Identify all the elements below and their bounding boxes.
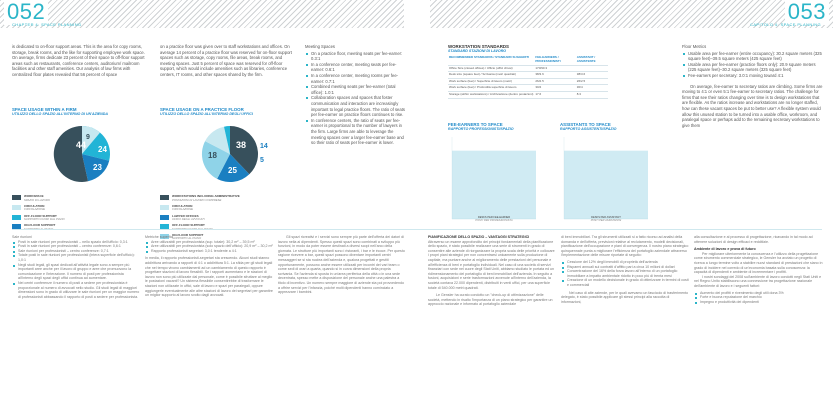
table-header: FEE-EARNERS / PROFESSIONISTI: [534, 55, 575, 65]
pie1-label-24: 24: [98, 145, 107, 155]
col1-body-text: is dedicated to on-floor support areas. This is the area for copy rooms, storage, break rooms, and the like for supporting employee work space. On average, firms dedicate 23 percent of their space to off-floor support areas such as restaurants, conference centers, auditorium/ mailroom facilities and other staff amenities. Our analysis of law firms with centralized floor plates revealed that 56 percent of space: [12, 44, 145, 77]
table-row: Desk size (square feet) / Scrivania (metri quadrati) 38/3.6 38/3.6: [448, 72, 608, 79]
it-col6-paragraph-2: Per migliorare ulteriormente la conoscenza e l'utilizzo della progettazione come strumento commerciale strategico, le Gensler ha avviato un progetto di ricerca a lungo termine volto a stabilire nuovi standard di prestazioni che siano in grado di incidere nel corredo di un'economia basata sulla conoscenza: la capacità di dipendenti e ambiente di incrementare i profitti.: [694, 251, 823, 275]
fee-chart-title: FEE-EARNERS TO SPACE: [448, 122, 503, 127]
it-col2-paragraph: In media, il rapporto professionisti-segretari sta crescendo. Alcuni studi stanno addirittura arrivando a rapporti di 4:1 o addirittura 5:1. La sfida per gli studi legali che nel tempo vivono cambiamenti ad un cambiamento di questo rapporto è progettare stazioni di lavoro flessibili. Se i rapporti aumentano e le stazioni di lavoro non sono più utilizzate dal personale, come è possibile sfruttare al meglio le postazioni vacanti? Un sistema flessibile consentirebbe di trasformare le stazioni non utilizzate in uffici, sale di lavoro e spazi per paralegali, oppure aggiungerle eventualmente alle altre stazioni di lavoro dei segretari per garantire un miglior supporto al lavoro svolto dagli avvocati.: [145, 256, 273, 298]
table-header: ASSISTANT / ASSISTENTE: [576, 55, 608, 65]
pie2-legend-item: CIRCULATION CIRCOLAZIONE: [160, 205, 298, 212]
it-col1-heading: Sale riunioni: [12, 235, 32, 239]
fee-chart-cat-it: POSTI PER PROFESSIONISTA: [475, 219, 513, 223]
assist-chart-cat-en: DESKS PER ASSISTANT: [591, 216, 621, 220]
col5-paragraph: On average, fee-earner to secretary ratios are climbing. Some firms are moving to 4:1 or even 5:1 fee-earner to secretary ratios. The challenge for firms that see their ratios changing over time is to design workstations that are flexible. As the ratios increase and workstations are no longer staffed, how can these vacant spaces be put to better use? A flexible system would allow this unused station to be turned into a usable office, workroom, and paralegal space or perhaps add to the remaining secretary workstations to give them: [682, 83, 823, 128]
it-col4: [428, 235, 556, 307]
pie1-label-44: 44: [76, 140, 87, 151]
it-col3: [278, 235, 406, 295]
assistants-chart: [560, 133, 652, 225]
col2-body-text: on a practice floor was given over to staff workstations and offices. On average 14 percent of a practice floor was reserved for on-floor support spaces such as storage, copy rooms, file areas, break rooms, and meeting spaces. Just 5 percent of space was reserved for off-floor support, which would include amenities such as libraries, conference centers, IT rooms, and other spaces shared by the firm.: [160, 44, 292, 77]
pie1-label-23: 23: [93, 163, 102, 173]
fee-chart-subtitle: RAPPORTO PROFESSIONISTI/SPAZIO: [448, 127, 514, 131]
col3-meeting-spaces: [305, 44, 405, 146]
list-item: In a conference center, meeting rooms per fee-earner: 0.7:1: [305, 73, 405, 84]
fee-earners-chart: [448, 133, 540, 225]
list-item: Creazione di un modello decisionale in grado di ottimizzare in termini di costi e commerciali: [561, 278, 689, 287]
standards-title: WORKSTATION STANDARDS: [448, 44, 509, 49]
it-col4-heading: PIANIFICAZIONE DELLO SPAZIO – VANTAGGI STRATEGICI: [428, 235, 530, 239]
fee-chart-cat-en: DESKS PER FEE-EARNER: [477, 216, 511, 220]
pie2-subtitle: UTILIZZO DELLO SPAZIO ALL'INTERNO DEGLI UFFICI: [160, 112, 253, 116]
pie2-legend-item: WORKSTATIONS INCLUDING ADMINISTRATIVE POSTAZIONI DI LAVORO COMPRESE: [160, 195, 298, 202]
list-item: Posti in sale riunioni per professionisti – nello spazio dell'ufficio: 0,3:1: [12, 240, 140, 245]
left-chapter-title: CHAPTER 4: SPACE PLANNING: [12, 22, 82, 27]
it-col5-list: [561, 260, 689, 288]
it-col6-paragraph-1: alla consultazione e al processo di progettazione, ricavando in tal modo ad ottenere soluzioni di design efficaci e redditizie.: [694, 235, 813, 244]
list-item: Aumento dei profitti e rivenimento degli utili dona 3%: [694, 291, 824, 296]
it-col6: [694, 235, 824, 304]
pie2-label-18: 18: [208, 151, 217, 161]
assist-chart-subtitle: RAPPORTO ASSISTENTI/SPAZIO: [560, 127, 617, 131]
pie2-label-14: 14: [260, 143, 268, 151]
pie2-legend-item: LAWYER OFFICES UFFICI DEGLI AVVOCATI: [160, 215, 298, 222]
pie1-legend-item: CIRCULATION CIRCOLAZIONE: [12, 205, 150, 212]
pie1-block: [12, 107, 150, 234]
pie1-chart: [12, 118, 150, 188]
assistants-chart-block: [560, 122, 652, 222]
it-col4-paragraph-2: Le Gensler ha curato condotto un "check-up di ottimizzazione" delle società, mettendo in risalto l'importanza di un piano strategico per garantire un approccio razionale e informato al portafoglio aziendale: [428, 293, 553, 307]
col5-floor-metrics: [682, 44, 824, 128]
pie1-legend-item: ON-FLOOR SUPPORT: [12, 224, 150, 231]
it-col2-list: [145, 240, 273, 254]
pie2-title: SPACE USAGE ON A PRACTICE FLOOR: [160, 107, 244, 112]
list-item: Concentrazione del 16% della forza lavoro all'interno di un portafoglio immobiliare a impatto ambientale ridotto in poco più di trenta mesi: [561, 269, 689, 278]
list-item: Sale riunioni per professionisti – centro conferenze: 0,7:1: [12, 249, 140, 254]
table-row: Storage (within workstations) / Archiviazione (dentro postazioni) 17.6 8.3: [448, 91, 608, 98]
list-item: Combined meeting seats per fee-earner (total office): 1.0:1: [305, 84, 405, 95]
col5-list: [682, 51, 824, 79]
list-item: Cessione del 12% degli immobili di proprietà dell'azienda: [561, 260, 689, 265]
list-item: Impegno e produttività dei dipendenti: [694, 300, 824, 305]
list-item: Posti in sale riunioni per professionisti – centro conferenze: 0,6:1: [12, 244, 140, 249]
fee-earners-chart-block: [448, 122, 540, 222]
table-row: Work surface (feet) / Profondità superficie di lavoro 30/4 30/4: [448, 85, 608, 92]
list-item: Fee-earners per secretary: 3.0:1 moving toward 4:1: [682, 73, 824, 79]
list-item: Usable area per fee-earner (practice floors only): 20.9 square meters (225 square feet)–30.2 square meters (325 square feet): [682, 62, 824, 73]
col3-heading: Meeting Spaces: [305, 44, 336, 49]
pie2-label-25: 25: [228, 166, 237, 176]
it-col5: [561, 235, 689, 304]
left-page-number: 052: [4, 0, 48, 25]
pie1-legend: [12, 195, 150, 230]
list-item: Usable area per fee-earner (entire occupancy): 30.2 square meters (325 square feet)–39.5 square meters (425 square feet): [682, 51, 824, 62]
table-row: Work surface (feet) / Superficie di lavoro (metri) 26/2.5 26/2.5: [448, 78, 608, 85]
pie1-title: SPACE USAGE WITHIN A FIRM: [12, 107, 77, 112]
it-col6-heading: Ambiente di lavoro e prova di futuro: [694, 247, 756, 252]
it-col4-paragraph-1: Attraverso un esame approfondito dei principi fondamentali della pianificazione dello spazio, è stato possibile realizzare una serie di strumenti in grado di consentire alle aziende di riorganizzare la propria scala delle priorità e collocare i propri piani strategici per non concentrarsi unicamente sulla produzione di capitale, ma puntare anche al miglioramento delle prestazioni del personale e all'efficienza di beni e portafoglio individuali. Nel caso di una società di servizi finanziari con sede nel cuore degli Stati Uniti, abbiamo studiato le portata ed un ridimensionamento del portafoglio di beni immobiliari dell'azienda. In seguito a fusioni, acquisizioni e serie trasformazioni avvenute all'interno dell'azienda, la società contava 22.000 dipendenti, distribuiti in venti uffici, per una superficie totale di 540.000 metri quadrati.: [428, 239, 555, 290]
table-header: RECOMMENDED STANDARDS / STANDARD SUGGERITI: [448, 55, 534, 65]
pie1-legend-item: OFF-FLOOR SUPPORT SUPPORTO FUORI DAL PIANO: [12, 215, 150, 222]
list-item: In conference centers, the ratio of seats per fee-earner is proportional to the number of lawyers in the firm. Large firms are able to leverage the meeting spaces over a larger fee-earner base and so their ratio of seats per fee-earner is lower.: [305, 118, 405, 146]
list-item: Aree utilizzabili per professionista (sup. totale): 30,2 m² – 39,5 m²: [145, 240, 273, 245]
list-item: Rapporto professionisti segretari: 3,0:1 tendente a 4:1: [145, 249, 273, 254]
pie1-subtitle: UTILIZZO DELLO SPAZIO ALL'INTERNO DI UN'AZIENDA: [12, 112, 108, 116]
assist-chart-cat-it: POSTI PER ASSISTENTE: [590, 219, 622, 223]
pie2-chart: [160, 118, 298, 188]
it-col6-list: [694, 291, 824, 305]
list-item: Aree utilizzabili per professionista (solo spazio dell'ufficio): 20,9 m² – 30,2 m²: [145, 244, 273, 249]
assist-chart-title: ASSISTANTS TO SPACE: [560, 122, 611, 127]
workstation-standards: [448, 44, 608, 99]
standards-table: [448, 55, 608, 98]
list-item: Collaboration spaces and spaces that foster communication and interaction are increasingly important to legal practice floors. The ratio of seats per fee-earner on practice floors continues to rise.: [305, 95, 405, 117]
pie2-legend: [160, 195, 298, 240]
it-col1: [12, 235, 140, 299]
table-row: Office Size (closed offices) / Ufficio (uffici chiusi) 170/90.3: [448, 65, 608, 72]
right-page-number: 053: [785, 0, 829, 25]
it-col5-paragraph-2: Nel caso di alte aziende, per le quali avevamo un fascicolo di trasferimento delegato, è stato possibile applicare gli stessi principi alla raccolta di informazioni,: [561, 290, 689, 304]
it-col6-paragraph-3: I nostri sondaggi del 2008 sull'ambiente di lavoro condotti negli Stati Uniti e nel Regno Unito stabiliscono una connessione tra progettazione nazionale dell'ambiente di lavoro e i seguenti fattori:: [694, 274, 822, 288]
list-item: Nei centri conferenze il numero di posti a sedere per professionista è proporzionale al numero di avvocati nello studio. Gli studi legali di maggiori dimensioni sono in grado di utilizzare le sale riunioni per un maggior numero di professionisti abbassando il rapporto di posti a sedere per professionista.: [12, 281, 140, 299]
pie1-label-9: 9: [86, 134, 90, 142]
list-item: Forte e buona reputazione del marchio: [694, 295, 824, 300]
pie1-legend-item: WORKSPACE SPAZIO DI LAVORO: [12, 195, 150, 202]
it-col2-heading: Metriche superfici: [145, 235, 174, 239]
list-item: In a conference center, meeting seats per fee-earner: 0.6:1: [305, 62, 405, 73]
pie2-label-5: 5: [260, 157, 264, 165]
fee-chart-bar: [452, 151, 536, 219]
col5-heading: Floor Metrics: [682, 44, 707, 49]
table-row: [448, 55, 608, 65]
assist-chart-bar: [564, 151, 648, 219]
list-item: On a practice floor, meeting seats per fee-earner: 0.3:1: [305, 51, 405, 62]
pie2-legend-item: OFF-FLOOR SUPPORT: [160, 224, 298, 231]
it-col2: [145, 235, 273, 298]
it-col5-paragraph-1: di beni immobiliari. Tra gli strumenti utilizzati si a fatto ricorso ad analisi della domanda e dell'offerta, previsioni relative al reclutamento, modelli decisionali, pianificazione dell'occupazione e piani di convergenza. Il nostro piano strategico quinquennale punta a migliorare l'efficienza del portafoglio aziendale attraverso l'implementazione delle misure riportate di seguito:: [561, 235, 689, 258]
section-divider: [12, 229, 822, 230]
pie2-label-38: 38: [236, 140, 247, 151]
list-item: Totale posti in sale riunioni per professionisti (intera superficie dell'ufficio): 1,0:1: [12, 253, 140, 262]
pie2-legend-item: ON-FLOOR SUPPORT SUPPORTO AL PIANO: [160, 234, 298, 241]
col3-list: [305, 51, 405, 146]
right-chapter-title: CAPITOLO 4: SPACE PLANNING: [750, 22, 821, 27]
list-item: Risparmi annuali sui contratti d'affitto pari a circa 10 milioni di dollari: [561, 265, 689, 270]
it-col3-paragraph: Gli spazi ricreativi e i servizi sono sempre più parte dell'offerta dei datori di lavoro nella ai dipendenti. Spesso questi spazi sono combinati a sviluppo più funzioni, in modo da poter essere destinati a diversi scopi nell'arco della giornata. Le strutture più importanti sono i ristoranti, i bar e le écoce. Per questo ragione ricevere a bar, questi spazi possono diventare importanti centri messaggeri se si sta nuclea dell'azienda e, qualora progettati e gestiti opportunamente, possono anche essere utilizzati per incontri dei vari team o come sedi di orari a quarta, quando si in curva dimensioni della propria scrivania. Se l'azienda si sposta in un'area periferica della città o in una sede decentrata, spesso mette a disposizione del personale anche una palestra a titolo di incentivo. Un numero sempre maggiore di aziende sta poi provvedendo a offrire servizi per l'infanzia, poiché molti dipendenti hanno cominciato a apprezzare i bambini.: [278, 235, 405, 295]
it-col1-list: [12, 240, 140, 300]
header-gutter: [404, 0, 430, 28]
pie2-block: [160, 107, 298, 243]
standards-subtitle: STANDARD STAZIONI DI LAVORO: [448, 49, 507, 53]
list-item: Negli studi legali, gli spazi dedicati all'attività legale sono a sempre più importanti aree anche per il lavoro di gruppo e aree che promuovono la comunicazione e l'interazione. Il numero di posti per professionista all'interno degli spazi degli uffici continua ad aumentare.: [12, 263, 140, 281]
